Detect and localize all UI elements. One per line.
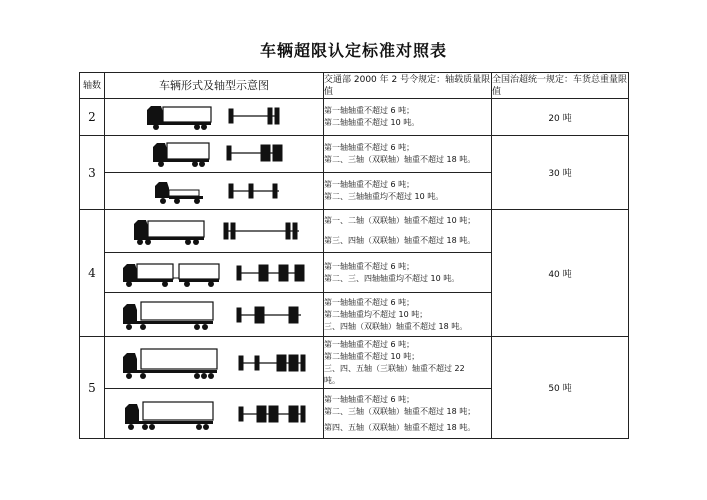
rule-line: 第二轴轴重不超过 10 吨。 [324,118,420,127]
axle-load-rule-header: 交通部 2000 年 2 号令规定：轴载质量限值 [324,74,491,97]
axle-count-cell: 4 [80,210,105,337]
table-row [80,210,629,253]
four-axle-truck-diagram [124,213,304,249]
axle-load-rule-cell [324,337,492,389]
gross-weight-header: 全国治超统一规定：车货总重量限值 [492,74,628,97]
rule-line: 第一轴轴重不超过 6 吨； [324,180,415,189]
rule-line: 第一轴轴重不超过 6 吨； [324,261,415,271]
two-axle-truck-diagram [139,102,289,132]
rule-line: 第一、二轴（双联轴）轴重不超过 10 吨； [324,216,476,225]
axle-count-cell: 5 [80,337,105,439]
table-row [80,99,629,136]
table-row [80,337,629,389]
axle-load-rule-cell [324,136,492,173]
vehicle-diagram-cell [105,253,324,293]
rule-line: 第二、三轴（双联轴）轴重不超过 18 吨； [324,406,476,416]
axle-load-rule-cell [324,173,492,210]
vehicle-diagram-cell [105,337,324,389]
gross-weight-limit-cell: 30 吨 [492,136,629,210]
five-axle-tractor-semitrailer-tridem-diagram [119,343,309,383]
rule-line: 第一轴轴重不超过 6 吨； [324,143,415,152]
rule-line: 第二轴轴重均不超过 10 吨； [324,309,428,319]
rule-line: 第二、三、四轴轴重均不超过 10 吨。 [324,273,460,283]
axle-count-cell: 2 [80,99,105,136]
axle-load-rule-cell [324,389,492,439]
axle-load-rule-cell [324,293,492,337]
rule-line: 第四、五轴（双联轴）轴重不超过 18 吨。 [324,422,476,432]
axle-count-header: 轴数 [80,73,105,99]
gross-weight-limit-cell: 40 吨 [492,210,629,337]
vehicle-diagram-cell [105,136,324,173]
truck-with-full-trailer-diagram [119,256,309,290]
rule-line: 第一轴轴重不超过 6 吨； [324,106,415,115]
three-axle-tractor-semitrailer-diagram [139,176,289,206]
axle-load-rule-cell [324,253,492,293]
rule-line: 第一轴轴重不超过 6 吨； [324,297,415,307]
rule-line: 第二轴轴重不超过 10 吨； [324,351,420,361]
four-axle-tractor-semitrailer-diagram [119,296,309,334]
page-title: 车辆超限认定标准对照表 [259,41,447,60]
five-axle-tractor-semitrailer-tandem-diagram [119,394,309,434]
three-axle-truck-diagram [139,139,289,169]
axle-load-rule-cell [324,210,492,253]
gross-weight-limit-cell: 50 吨 [492,337,629,439]
vehicle-diagram-cell [105,99,324,136]
rule-line: 第二、三轴轴重均不超过 10 吨。 [324,192,444,201]
rule-line: 第一轴轴重不超过 6 吨； [324,339,415,349]
rule-line: 第二、三轴（双联轴）轴重不超过 18 吨。 [324,155,476,164]
gross-weight-limit-cell: 20 吨 [492,99,629,136]
rule-line: 吨。 [324,375,340,385]
vehicle-diagram-cell [105,210,324,253]
vehicle-diagram-cell [105,389,324,439]
header-row [80,73,629,99]
rule-line: 三、四轴（双联轴）轴重不超过 18 吨。 [324,321,468,331]
axle-count-cell: 3 [80,136,105,210]
rule-line: 第三、四轴（双联轴）轴重不超过 18 吨。 [324,236,476,245]
rule-line: 第一轴轴重不超过 6 吨； [324,394,415,404]
vehicle-form-header: 车辆形式及轴型示意图 [105,73,324,99]
axle-load-rule-cell [324,99,492,136]
rule-line: 三、四、五轴（三联轴）轴重不超过 22 [324,363,465,373]
vehicle-diagram-cell [105,293,324,337]
standards-table [79,72,629,439]
vehicle-diagram-cell [105,173,324,210]
table-row [80,136,629,173]
